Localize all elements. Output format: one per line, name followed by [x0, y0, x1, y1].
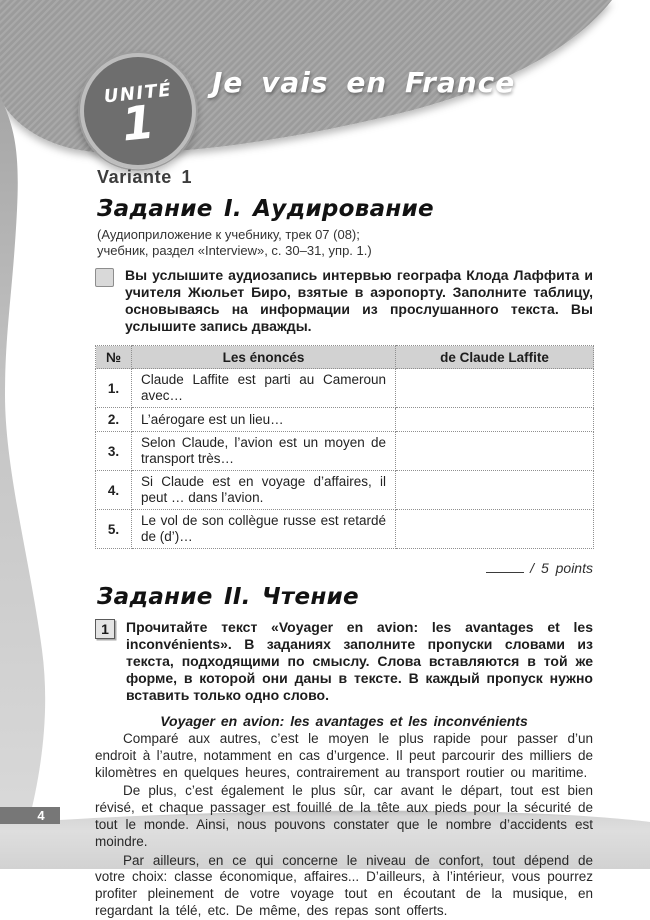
table-header-row: [96, 346, 594, 369]
reading-paragraph: De plus, c’est également le plus sûr, car avant le départ, tout est bien révisé, et chaque passager est fouillé de la tête aux pieds pour la sécurité de tout le monde. Ainsi, nous pouvons constater que le nombre d’accidents est moindre.: [95, 783, 593, 849]
answer-cell[interactable]: [396, 432, 594, 471]
col-header-statement: Les énoncés: [132, 346, 396, 369]
row-statement: Le vol de son collègue russe est retardé de (d’)…: [132, 510, 396, 549]
reading-paragraph: Comparé aux autres, c’est le moyen le plus rapide pour passer d’un endroit à l’autre, notamment en cas d’urgence. Il peut parcourir des milliers de kilomètres en quelques heures, contrairement au transport routier ou maritime.: [95, 731, 593, 780]
table-row: [96, 471, 594, 510]
row-number: 2.: [96, 408, 132, 432]
row-number: 1.: [96, 369, 132, 408]
table-row: [96, 510, 594, 549]
score-blank[interactable]: [486, 560, 524, 573]
table-row: [96, 369, 594, 408]
reading-text-title: Voyager en avion: les avantages et les inconvénients: [160, 713, 528, 729]
row-statement: Selon Claude, l’avion est un moyen de transport très…: [132, 432, 396, 471]
variant-title: Variante 1: [97, 167, 193, 187]
task2-heading: Задание II. Чтение: [97, 584, 359, 610]
unit-title: Je vais en France: [212, 66, 516, 99]
reading-paragraph: Par ailleurs, en ce qui concerne le niveau de confort, tout dépend de votre choix: classe économique, affaires... D’ailleurs, à l’intérieur, vous pourrez profiter pleinement de votre voyage tout en écoutant de la musique, en regardant la télé, etc. De même, des repas sont offerts.: [95, 852, 593, 918]
audio-note-line1: (Аудиоприложение к учебнику, трек 07 (08);: [97, 227, 360, 242]
answer-cell[interactable]: [396, 510, 594, 549]
exercise-number-box: 1: [95, 619, 115, 639]
listening-marker-icon: [95, 268, 114, 287]
col-header-num: №: [96, 346, 132, 369]
points-line: [95, 560, 593, 576]
audio-source-note: [97, 227, 593, 258]
page-content: [95, 167, 593, 920]
task1-instruction: Вы услышите аудиозапись интервью географа Клода Лаффита и учителя Жюльет Биро, взятые в аэропорту. Заполните таблицу, основываясь на информации из прослушанного текста. Вы услышите запись дважды.: [125, 267, 593, 334]
answer-cell[interactable]: [396, 408, 594, 432]
row-statement: Si Claude est en voyage d’affaires, il peut … dans l’avion.: [132, 471, 396, 510]
points-label: / 5 points: [530, 560, 593, 576]
audio-note-line2: учебник, раздел «Interview», с. 30–31, упр. 1.): [97, 242, 372, 258]
row-statement: L’aérogare est un lieu…: [132, 408, 396, 432]
task2-instruction-row: [95, 619, 593, 704]
task1-instruction-row: [95, 267, 593, 335]
row-number: 5.: [96, 510, 132, 549]
answer-cell[interactable]: [396, 369, 594, 408]
row-statement: Claude Laffite est parti au Cameroun avec…: [132, 369, 396, 408]
table-row: [96, 408, 594, 432]
answer-cell[interactable]: [396, 471, 594, 510]
task1-heading: Задание I. Аудирование: [97, 196, 434, 222]
unit-badge-label: UNITÉ: [102, 79, 174, 108]
col-header-answer: de Claude Laffite: [396, 346, 594, 369]
page-number-badge: 4: [0, 807, 60, 824]
row-number: 4.: [96, 471, 132, 510]
task2-instruction: Прочитайте текст «Voyager en avion: les avantages et les inconvénients». В заданиях заполните пропуски словами из текста, подходящими по смыслу. Слова вставляются в той же форме, в которой они даны в тексте. В каждый пропуск нужно вставить только одно слово.: [126, 619, 593, 703]
unit-badge-number: 1: [119, 94, 157, 152]
listening-table: [95, 345, 594, 549]
table-row: [96, 432, 594, 471]
row-number: 3.: [96, 432, 132, 471]
left-curve: [0, 96, 45, 824]
